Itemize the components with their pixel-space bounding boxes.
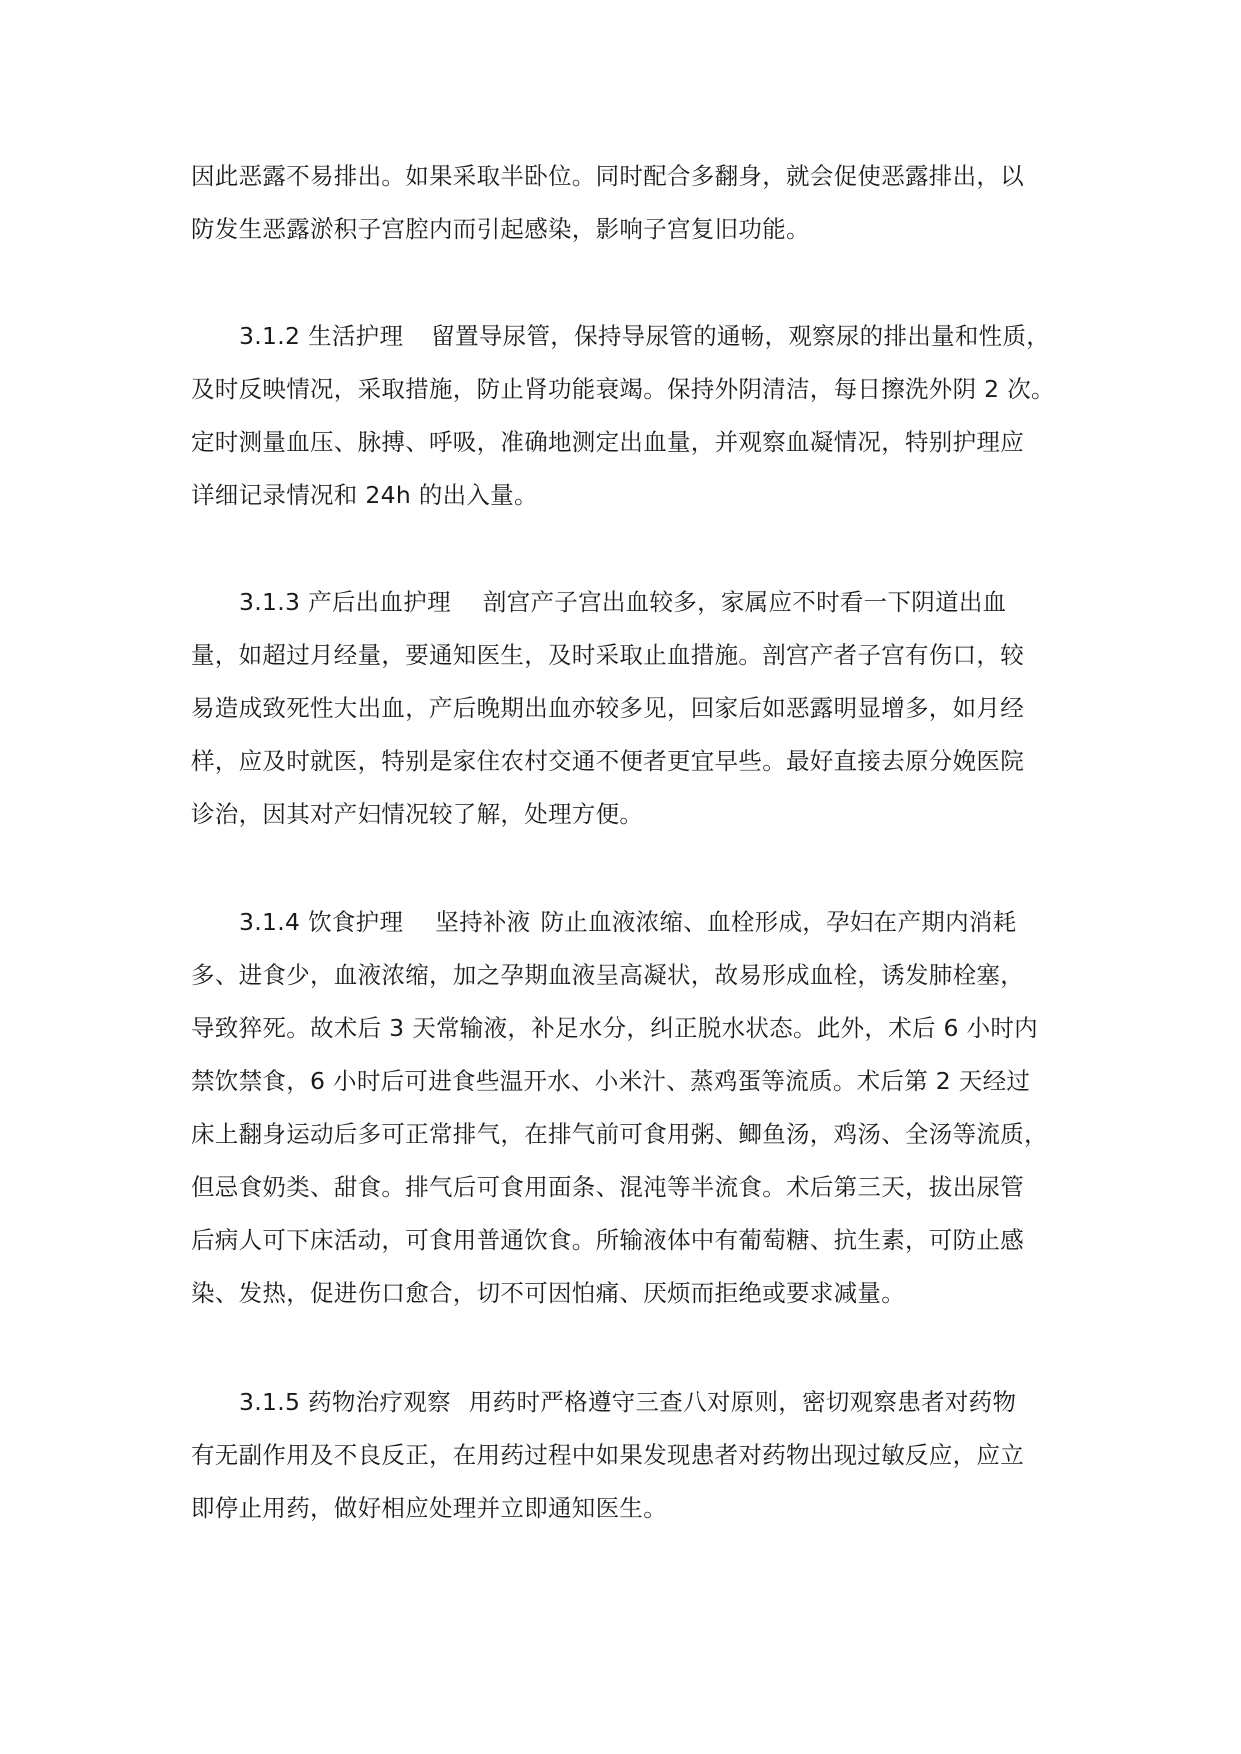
paragraph-3-1-4 [191, 896, 1061, 1320]
text-line [191, 310, 1061, 363]
paragraph-3-1-2 [191, 310, 1061, 522]
text-run: 防止血液浓缩、血栓形成，孕妇在产期内消耗 [540, 908, 1017, 936]
text-line: 即停止用药，做好相应处理并立即通知医生。 [191, 1494, 667, 1522]
text-line: 后病人可下床活动，可食用普通饮食。所输液体中有葡萄糖、抗生素，可防止感 [191, 1226, 1024, 1254]
paragraph-3-1-3 [191, 576, 1061, 841]
section-heading: 3.1.3 产后出血护理 [239, 588, 451, 616]
text-line-first: 留置导尿管，保持导尿管的通畅，观察尿的排出量和性质， [431, 322, 1051, 350]
text-line: 有无副作用及不良反正，在用药过程中如果发现患者对药物出现过敏反应，应立 [191, 1441, 1024, 1469]
section-heading: 3.1.2 生活护理 [239, 322, 404, 350]
section-heading: 3.1.4 饮食护理 [239, 908, 404, 936]
paragraph-continuation [191, 150, 1061, 256]
text-line: 及时反映情况，采取措施，防止肾功能衰竭。保持外阴清洁，每日擦洗外阴 2 次。 [191, 375, 1055, 403]
text-line: 定时测量血压、脉搏、呼吸，准确地测定出血量，并观察血凝情况，特别护理应 [191, 428, 1024, 456]
text-line: 但忌食奶类、甜食。排气后可食用面条、混沌等半流食。术后第三天，拔出尿管 [191, 1173, 1024, 1201]
text-line-first: 用药时严格遵守三查八对原则，密切观察患者对药物 [468, 1388, 1017, 1416]
text-line: 导致猝死。故术后 3 天常输液，补足水分，纠正脱水状态。此外，术后 6 小时内 [191, 1014, 1038, 1042]
section-heading: 3.1.5 药物治疗观察 [239, 1388, 451, 1416]
paragraph-3-1-5 [191, 1376, 1061, 1535]
text-line: 量，如超过月经量，要通知医生，及时采取止血措施。剖宫产者子宫有伤口，较 [191, 641, 1024, 669]
text-line-first: 剖宫产子宫出血较多，家属应不时看一下阴道出血 [482, 588, 1007, 616]
text-line: 床上翻身运动后多可正常排气，在排气前可食用粥、鲫鱼汤，鸡汤、全汤等流质， [191, 1120, 1048, 1148]
text-line: 因此恶露不易排出。如果采取半卧位。同时配合多翻身，就会促使恶露排出，以 [191, 162, 1024, 190]
text-line: 详细记录情况和 24h 的出入量。 [191, 481, 538, 509]
text-line [191, 896, 1061, 949]
text-line [191, 1376, 1061, 1429]
text-run: 坚持补液 [435, 908, 531, 936]
text-line: 多、进食少，血液浓缩，加之孕期血液呈高凝状，故易形成血栓，诱发肺栓塞， [191, 961, 1024, 989]
text-line: 易造成致死性大出血，产后晚期出血亦较多见，回家后如恶露明显增多，如月经 [191, 694, 1024, 722]
text-line [191, 576, 1061, 629]
text-line: 诊治，因其对产妇情况较了解，处理方便。 [191, 800, 644, 828]
text-line: 禁饮禁食，6 小时后可进食些温开水、小米汁、蒸鸡蛋等流质。术后第 2 天经过 [191, 1067, 1031, 1095]
text-line: 防发生恶露淤积子宫腔内而引起感染，影响子宫复旧功能。 [191, 215, 810, 243]
text-line: 样，应及时就医，特别是家住农村交通不便者更宜早些。最好直接去原分娩医院 [191, 747, 1024, 775]
text-line: 染、发热，促进伤口愈合，切不可因怕痛、厌烦而拒绝或要求减量。 [191, 1279, 905, 1307]
